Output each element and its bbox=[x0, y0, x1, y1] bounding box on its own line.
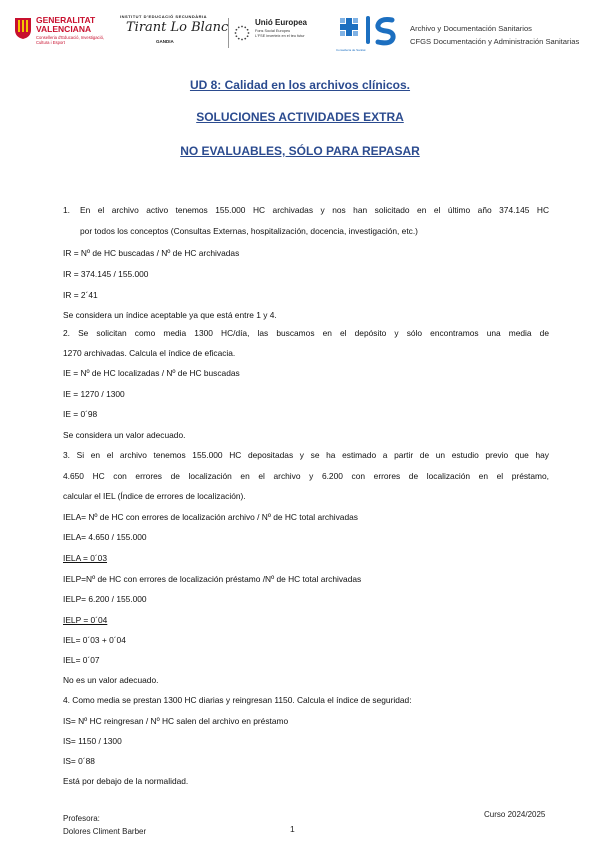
q2-text-line2: 1270 archivadas. Calcula el índice de eficacia. bbox=[63, 348, 236, 358]
q3-text-line1: 3. Si en el archivo tenemos 155.000 HC depositadas y se ha estimado a partir de un estudio previo que hay bbox=[63, 450, 549, 460]
q2-formula: IE = Nº de HC localizadas / Nº de HC buscadas bbox=[63, 368, 240, 378]
q4-formula: IS= Nº HC reingresan / Nº HC salen del archivo en préstamo bbox=[63, 716, 289, 726]
eu-subtitle-line1: Fons Social Europeu bbox=[255, 29, 291, 33]
tirant-lo-blanc-logo bbox=[120, 14, 229, 54]
module-name: Archivo y Documentación Sanitarios bbox=[410, 24, 532, 33]
q3-conclusion: No es un valor adecuado. bbox=[63, 675, 159, 685]
q3-result-archivo: IELA = 0´03 bbox=[63, 553, 108, 563]
q1-text-line2: por todos los conceptos (Consultas Externas, hospitalización, docencia, investigación, etc.) bbox=[80, 226, 418, 236]
course-year: Curso 2024/2025 bbox=[484, 810, 546, 819]
page-number: 1 bbox=[290, 824, 295, 834]
generalitat-shield-icon bbox=[14, 16, 32, 40]
not-graded-title: NO EVALUABLES, SÓLO PARA REPASAR bbox=[180, 144, 420, 158]
sanitat-cross-icon bbox=[336, 14, 406, 48]
generalitat-logo bbox=[14, 16, 106, 52]
q3-formula-archivo: IELA= Nº de HC con errores de localización archivo / Nº de HC total archivadas bbox=[63, 512, 358, 522]
page-header bbox=[0, 14, 600, 54]
eu-subtitle bbox=[255, 29, 305, 38]
unit-title: UD 8: Calidad en los archivos clínicos. bbox=[189, 78, 411, 92]
q1-substitution: IR = 374.145 / 155.000 bbox=[63, 269, 149, 279]
q3-text-line2: 4.650 HC con errores de localización en el archivo y 6.200 con errores de localización en el préstamo, bbox=[63, 471, 549, 481]
course-module-info bbox=[410, 22, 579, 48]
q3-sum: IEL= 0´03 + 0´04 bbox=[63, 635, 126, 645]
q1-result: IR = 2´41 bbox=[63, 290, 98, 300]
solutions-title: SOLUCIONES ACTIVIDADES EXTRA bbox=[196, 110, 404, 124]
q3-substitution-prestamo: IELP= 6.200 / 155.000 bbox=[63, 594, 147, 604]
q1-formula: IR = Nº de HC buscadas / Nº de HC archivadas bbox=[63, 248, 240, 258]
q2-result: IE = 0´98 bbox=[63, 409, 98, 419]
cycle-name: CFGS Documentación y Administración Sanitarias bbox=[410, 37, 580, 46]
q2-text-line1: 2. Se solicitan como media 1300 HC/día, las buscamos en el depósito y sólo encontramos una media de bbox=[63, 328, 549, 338]
tirant-city: GANDIA bbox=[156, 39, 174, 44]
header-divider bbox=[228, 18, 229, 48]
q1-conclusion: Se considera un índice aceptable ya que está entre 1 y 4. bbox=[63, 310, 277, 320]
footer-teacher bbox=[63, 812, 146, 838]
q4-substitution: IS= 1150 / 1300 bbox=[63, 736, 122, 746]
q3-result-prestamo: IELP = 0´04 bbox=[63, 615, 108, 625]
q1-text-line1: En el archivo activo tenemos 155.000 HC archivadas y nos han solicitado en el último año 374.145 HC bbox=[80, 205, 549, 215]
tirant-top-label: INSTITUT D'EDUCACIÓ SECUNDÀRIA bbox=[120, 14, 208, 19]
eu-subtitle-line2: L'FSE inverteix en el teu futur bbox=[255, 33, 305, 38]
sanitat-subtitle: Consellería de Sanitat bbox=[336, 48, 366, 52]
q1-number: 1. bbox=[63, 205, 70, 215]
generalitat-subtitle: Conselleria d'Educació, Investigació, Cultura i Esport bbox=[36, 35, 105, 45]
eu-stars-icon bbox=[234, 25, 250, 41]
q3-text-line3: calcular el IEL (Índice de errores de localización). bbox=[63, 491, 246, 501]
q4-result: IS= 0´88 bbox=[63, 756, 95, 766]
q2-conclusion: Se considera un valor adecuado. bbox=[63, 430, 186, 440]
teacher-name: Dolores Climent Barber bbox=[63, 827, 147, 836]
q4-text-line1: 4. Como media se prestan 1300 HC diarias y reingresan 1150. Calcula el índice de seguridad: bbox=[63, 695, 412, 705]
teacher-label: Profesora: bbox=[63, 814, 100, 823]
sanitat-logo bbox=[336, 14, 406, 54]
q3-substitution-archivo: IELA= 4.650 / 155.000 bbox=[63, 532, 147, 542]
q4-conclusion: Está por debajo de la normalidad. bbox=[63, 776, 189, 786]
q3-result-total: IEL= 0´07 bbox=[63, 655, 100, 665]
tirant-name: Tirant Lo Blanc bbox=[126, 20, 229, 35]
q3-formula-prestamo: IELP=Nº de HC con errores de localización préstamo /Nº de HC total archivadas bbox=[63, 574, 362, 584]
q2-substitution: IE = 1270 / 1300 bbox=[63, 389, 125, 399]
eu-title: Unió Europea bbox=[255, 18, 308, 27]
eu-logo bbox=[234, 18, 334, 52]
generalitat-title: GENERALITAT VALENCIANA bbox=[36, 15, 96, 34]
